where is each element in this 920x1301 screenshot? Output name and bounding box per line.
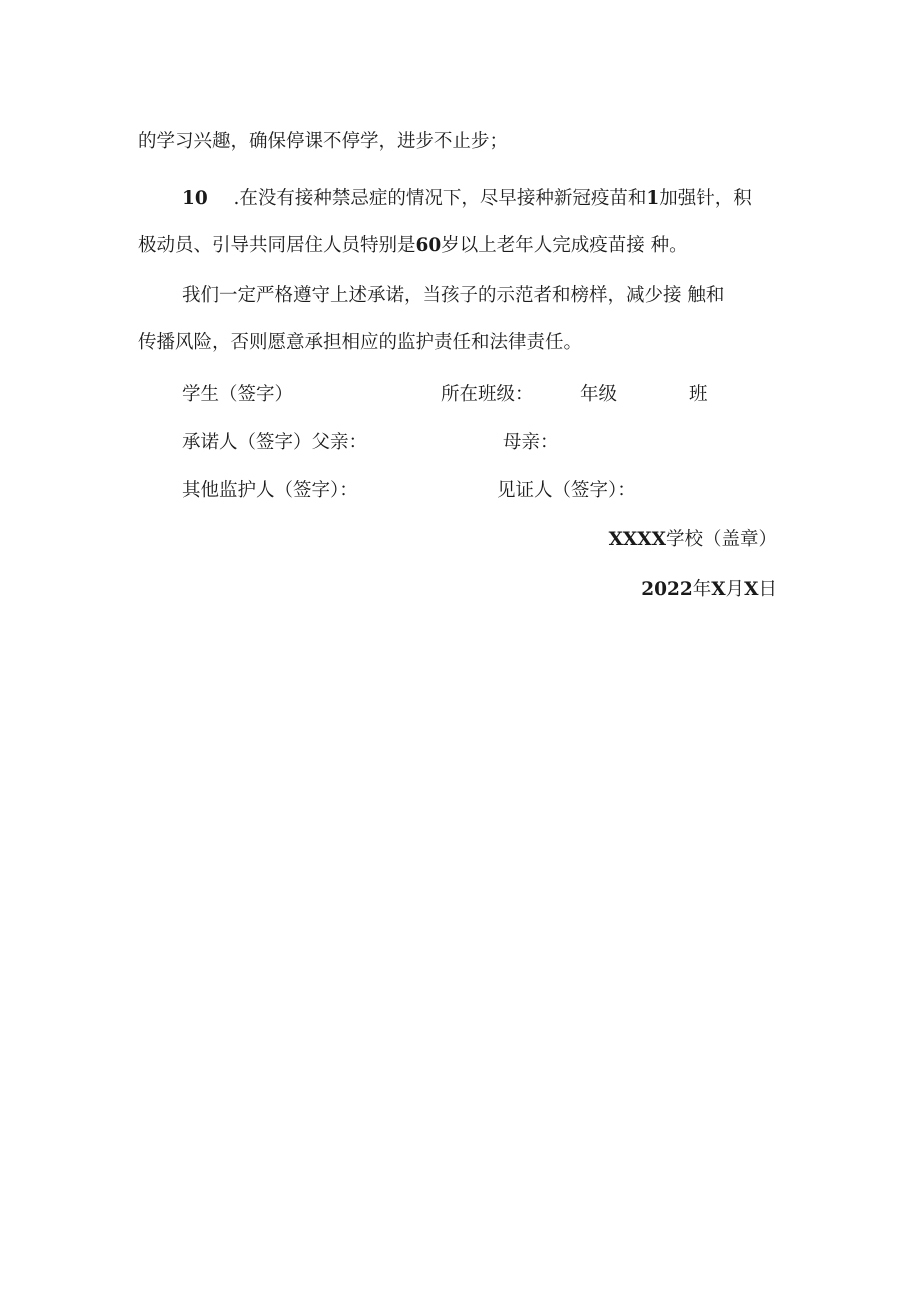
school-seal-line <box>609 531 777 550</box>
item-10-number: 10 <box>182 188 208 209</box>
other-guardian-label: 其他监护人（签字）： <box>182 480 358 501</box>
item-10-bold-1: 1 <box>646 188 660 209</box>
school-seal-text: 学校（盖章） <box>665 529 777 550</box>
date-year: 2022 <box>641 579 693 600</box>
pledge-line-1: 我们一定严格遵守上述承诺，当孩子的示范者和榜样，减少接 触和 <box>182 285 725 306</box>
date-day: X <box>744 579 759 600</box>
promiser-father-label: 承诺人（签字）父亲： <box>182 432 368 453</box>
item-10-text-b: 加强针，积 <box>659 188 752 209</box>
pledge-line-2: 传播风险，否则愿意承担相应的监护责任和法律责任。 <box>138 332 583 353</box>
date-day-char: 日 <box>758 579 777 600</box>
date-line <box>641 581 777 600</box>
item-10-line-2-bold: 60 <box>415 235 442 256</box>
school-name-placeholder: XXXX <box>608 529 666 550</box>
item-10-line-2-b: 岁以上老年人完成疫苗接 种。 <box>441 235 688 256</box>
student-signature-label: 学生（签字） <box>182 384 294 405</box>
class-unit-label: 班 <box>689 384 708 405</box>
grade-label: 年级 <box>580 384 618 405</box>
item-10-text-a: .在没有接种禁忌症的情况下，尽早接种新冠疫苗和 <box>233 188 647 209</box>
mother-label: 母亲： <box>503 432 559 453</box>
date-month-char: 月 <box>725 579 745 600</box>
date-year-char: 年 <box>692 579 712 600</box>
date-month: X <box>711 579 726 600</box>
class-label: 所在班级： <box>441 384 534 405</box>
witness-label: 见证人（签字）： <box>497 480 636 501</box>
item-10-line-2 <box>138 237 688 256</box>
item-10-line-2-a: 极动员、引导共同居住人员特别是 <box>138 235 416 256</box>
paragraph-line-1: 的学习兴趣，确保停课不停学，进步不止步； <box>138 131 509 152</box>
item-10-line-1 <box>182 190 774 209</box>
